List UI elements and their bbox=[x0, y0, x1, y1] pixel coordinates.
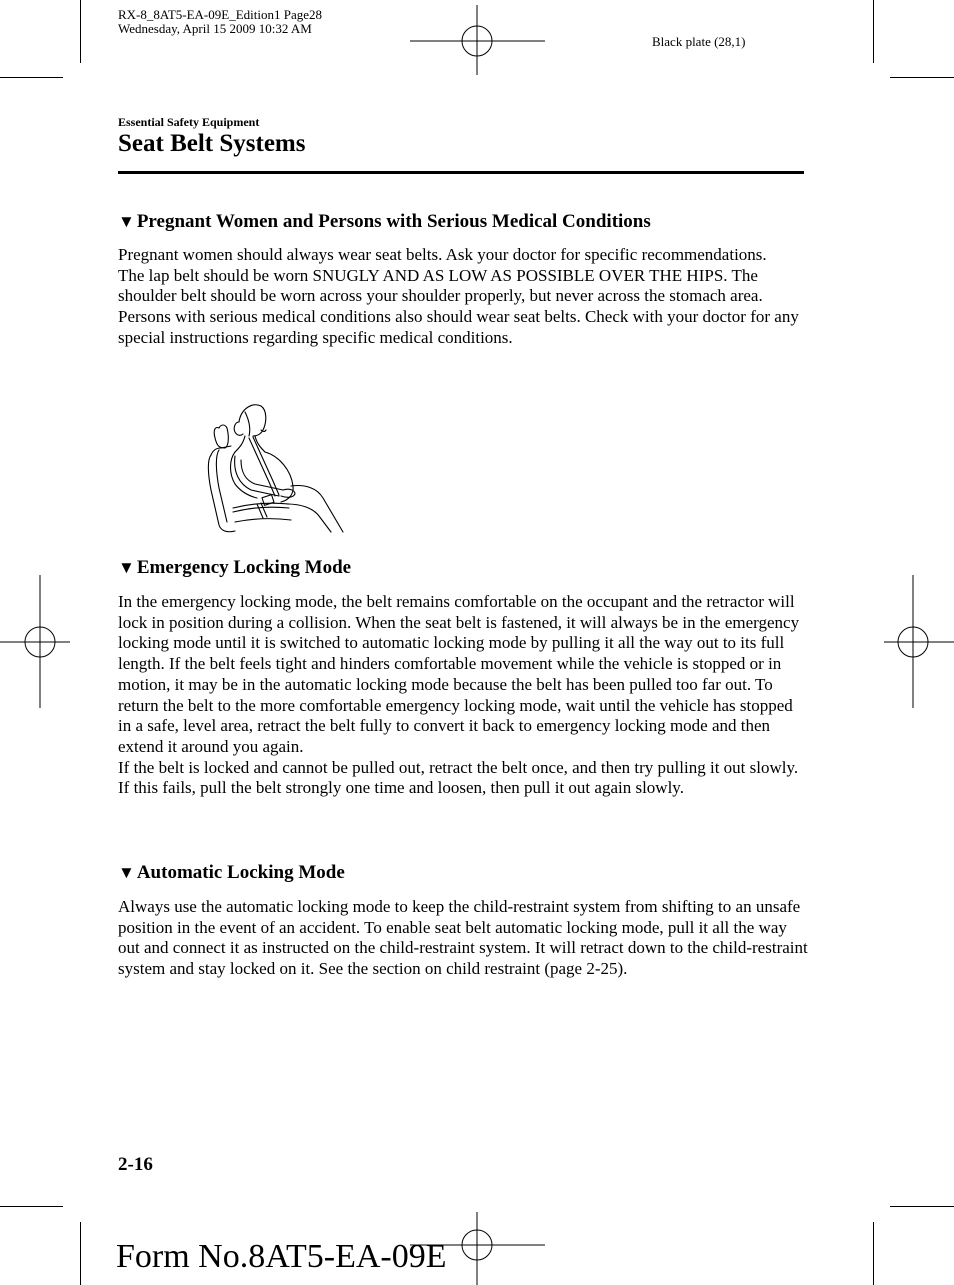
paragraph: The lap belt should be worn SNUGLY AND AS LOW AS POSSIBLE OVER THE HIPS. The shoulder belt should be worn across your shoulder properly, but never across the stomach area. bbox=[118, 265, 763, 306]
form-number: Form No.8AT5-EA-09E bbox=[116, 1238, 447, 1275]
page-number: 2-16 bbox=[118, 1154, 153, 1175]
page-title: Seat Belt Systems bbox=[118, 130, 306, 157]
paragraph: If the belt is locked and cannot be pulled out, retract the belt once, and then try pulling it out slowly. If this fails, pull the belt strongly one time and loosen, then pull it out again slowly. bbox=[118, 757, 799, 798]
black-plate-label: Black plate (28,1) bbox=[652, 34, 746, 49]
section-label: Essential Safety Equipment bbox=[118, 115, 260, 129]
heading-emergency-locking-mode bbox=[118, 557, 351, 579]
heading-text: Emergency Locking Mode bbox=[136, 557, 352, 578]
paragraph: Persons with serious medical conditions also should wear seat belts. Check with your doctor for any special instructions regarding specific medical conditions. bbox=[118, 307, 799, 347]
heading-text: Pregnant Women and Persons with Serious Medical Conditions bbox=[136, 211, 651, 232]
registration-mark-right bbox=[884, 575, 954, 708]
pregnant-woman-seatbelt-illustration bbox=[205, 400, 347, 536]
registration-mark-top bbox=[410, 5, 545, 75]
triangle-marker-icon: ▼ bbox=[118, 212, 135, 231]
paragraph: Pregnant women should always wear seat belts. Ask your doctor for specific recommendations. bbox=[118, 245, 767, 264]
print-date-line: Wednesday, April 15 2009 10:32 AM bbox=[118, 21, 312, 36]
registration-mark-left bbox=[0, 575, 70, 708]
heading-pregnant-women bbox=[118, 211, 651, 233]
paragraph: In the emergency locking mode, the belt remains comfortable on the occupant and the retractor will lock in position during a collision. When the seat belt is fastened, it will always be in the emergency locking mode until it is switched to automatic locking mode by pulling it all the way out to its full length. If the belt feels tight and hinders comfortable movement while the vehicle is stopped or in motion, it may be in the automatic locking mode because the belt has been pulled too far out. To return the belt to the more comfortable emergency locking mode, wait until the vehicle has stopped in a safe, level area, retract the belt fully to convert it back to emergency locking mode and then extend it around you again. bbox=[118, 592, 800, 756]
triangle-marker-icon: ▼ bbox=[118, 863, 135, 882]
title-rule bbox=[118, 171, 804, 174]
heading-automatic-locking-mode bbox=[118, 862, 345, 884]
heading-text: Automatic Locking Mode bbox=[136, 862, 345, 883]
print-file-line: RX-8_8AT5-EA-09E_Edition1 Page28 bbox=[118, 7, 323, 22]
triangle-marker-icon: ▼ bbox=[118, 558, 135, 577]
automatic-locking-body bbox=[118, 897, 808, 980]
paragraph: Always use the automatic locking mode to keep the child-restraint system from shifting to an unsafe position in the event of an accident. To enable seat belt automatic locking mode, pull it all the way out and connect it as instructed on the child-restraint system. It will retract down to the child-restraint system and stay locked on it. See the section on child restraint (page 2-25). bbox=[118, 897, 808, 979]
pregnant-women-body bbox=[118, 245, 808, 349]
emergency-locking-body bbox=[118, 592, 808, 799]
